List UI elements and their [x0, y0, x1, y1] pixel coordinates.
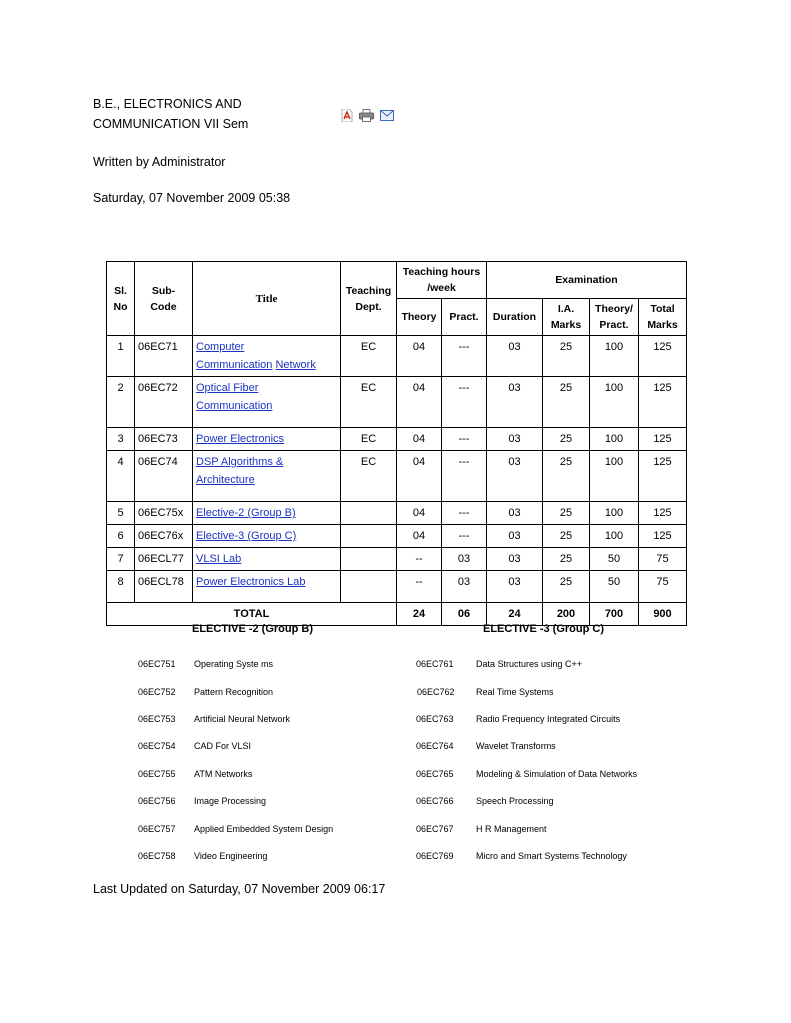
elective-code: 06EC769	[416, 851, 454, 861]
header-code-line1: Sub-	[151, 284, 176, 297]
table-row	[107, 571, 687, 603]
cell-title	[193, 502, 341, 525]
elective-group-b-heading: ELECTIVE -2 (Group B)	[192, 623, 313, 635]
header-total-line2: Marks	[647, 319, 678, 331]
cell-code: 06EC76x	[135, 525, 193, 548]
header-sl-line2: No	[113, 300, 128, 313]
cell-dept	[341, 571, 397, 603]
print-icon[interactable]	[359, 109, 374, 122]
title-line-2: COMMUNICATION VII Sem	[93, 117, 249, 131]
cell-tp: 50	[590, 571, 639, 603]
cell-title	[193, 377, 341, 428]
email-icon[interactable]	[380, 110, 394, 121]
author-line: Written by Administrator	[93, 155, 226, 169]
elective-name: CAD For VLSI	[194, 741, 252, 751]
cell-theory: 04	[397, 428, 442, 451]
elective-name: ATM Networks	[194, 769, 253, 779]
cell-total: 125	[639, 428, 687, 451]
table-row	[107, 548, 687, 571]
header-title: Title	[193, 262, 341, 336]
subject-link-power-electronics[interactable]: Power Electronics	[196, 433, 285, 445]
cell-total: 125	[639, 336, 687, 377]
cell-sl: 3	[107, 428, 135, 451]
cell-pract: ---	[442, 502, 487, 525]
cell-total: 125	[639, 502, 687, 525]
elective-name: H R Management	[476, 824, 547, 834]
cell-total: 125	[639, 451, 687, 502]
cell-ia: 25	[543, 548, 590, 571]
cell-theory: 04	[397, 502, 442, 525]
header-theory: Theory	[397, 299, 442, 336]
elective-name: Applied Embedded System Design	[194, 824, 334, 834]
subject-link-elective-2[interactable]: Elective-2 (Group B)	[196, 507, 296, 519]
elective-name: Speech Processing	[476, 796, 554, 806]
cell-pract: ---	[442, 336, 487, 377]
elective-code: 06EC765	[416, 769, 454, 779]
elective-code: 06EC751	[138, 659, 176, 669]
elective-code: 06EC758	[138, 851, 176, 861]
pdf-icon[interactable]	[341, 109, 353, 122]
elective-name: Image Processing	[194, 796, 267, 806]
cell-sl: 5	[107, 502, 135, 525]
cell-dept: EC	[341, 428, 397, 451]
cell-tp: 50	[590, 548, 639, 571]
cell-code: 06EC73	[135, 428, 193, 451]
total-pract: 06	[442, 603, 487, 626]
cell-title	[193, 451, 341, 502]
cell-tp: 100	[590, 525, 639, 548]
header-tp-line2: Pract.	[599, 319, 629, 331]
header-dept-line2: Dept.	[355, 300, 382, 313]
subject-link-vlsi-lab[interactable]: VLSI Lab	[196, 553, 242, 565]
total-marks: 900	[639, 603, 687, 626]
cell-duration: 03	[487, 525, 543, 548]
elective-name: Data Structures using C++	[476, 659, 583, 669]
cell-dept: EC	[341, 336, 397, 377]
cell-sl: 6	[107, 525, 135, 548]
cell-ia: 25	[543, 571, 590, 603]
table-row	[107, 451, 687, 502]
cell-code: 06ECL77	[135, 548, 193, 571]
header-dept-line1: Teaching	[345, 284, 392, 297]
elective-code: 06EC762	[417, 687, 455, 697]
cell-ia: 25	[543, 336, 590, 377]
cell-total: 75	[639, 548, 687, 571]
page-title	[93, 94, 248, 134]
subject-link-optical-communication[interactable]: Communication	[196, 400, 273, 412]
table-row	[107, 428, 687, 451]
cell-total: 125	[639, 377, 687, 428]
header-tp-line1: Theory/	[595, 303, 633, 315]
elective-name: Real Time Systems	[476, 687, 554, 697]
cell-dept	[341, 502, 397, 525]
total-theory: 24	[397, 603, 442, 626]
cell-theory: 04	[397, 377, 442, 428]
cell-title	[193, 548, 341, 571]
cell-pract: ---	[442, 377, 487, 428]
header-total-line1: Total	[650, 303, 675, 315]
total-label: TOTAL	[107, 603, 397, 626]
cell-tp: 100	[590, 336, 639, 377]
header-hours	[397, 262, 487, 299]
elective-name: Wavelet Transforms	[476, 741, 556, 751]
elective-name: Modeling & Simulation of Data Networks	[476, 769, 638, 779]
cell-theory: 04	[397, 525, 442, 548]
elective-code: 06EC757	[138, 824, 176, 834]
cell-title	[193, 525, 341, 548]
cell-dept: EC	[341, 377, 397, 428]
last-updated: Last Updated on Saturday, 07 November 2009 06:17	[93, 882, 386, 896]
cell-theory: --	[397, 571, 442, 603]
cell-ia: 25	[543, 525, 590, 548]
elective-code: 06EC755	[138, 769, 176, 779]
header-ia	[543, 299, 590, 336]
subject-link-power-electronics-lab[interactable]: Power Electronics Lab	[196, 576, 306, 588]
subject-link-computer[interactable]: Computer	[196, 341, 245, 353]
table-row	[107, 377, 687, 428]
cell-duration: 03	[487, 336, 543, 377]
cell-dept	[341, 525, 397, 548]
elective-code: 06EC766	[416, 796, 454, 806]
header-theory-pract	[590, 299, 639, 336]
cell-code: 06EC74	[135, 451, 193, 502]
cell-code: 06ECL78	[135, 571, 193, 603]
cell-tp: 100	[590, 451, 639, 502]
elective-name: Pattern Recognition	[194, 687, 274, 697]
header-dept	[341, 262, 397, 336]
cell-theory: 04	[397, 336, 442, 377]
cell-sl: 7	[107, 548, 135, 571]
cell-dept	[341, 548, 397, 571]
cell-code: 06EC75x	[135, 502, 193, 525]
cell-duration: 03	[487, 571, 543, 603]
elective-code: 06EC767	[416, 824, 454, 834]
cell-sl: 4	[107, 451, 135, 502]
header-code	[135, 262, 193, 336]
cell-theory: --	[397, 548, 442, 571]
elective-name: Video Engineering	[194, 851, 268, 861]
cell-title	[193, 571, 341, 603]
cell-pract: ---	[442, 525, 487, 548]
table-row	[107, 336, 687, 377]
subject-link-elective-3[interactable]: Elective-3 (Group C)	[196, 530, 297, 542]
header-hours-line1: Teaching hours	[402, 266, 481, 278]
cell-pract: ---	[442, 428, 487, 451]
subject-link-optical-fiber[interactable]: Optical Fiber	[196, 382, 259, 394]
total-ia: 200	[543, 603, 590, 626]
cell-duration: 03	[487, 377, 543, 428]
elective-code: 06EC753	[138, 714, 176, 724]
cell-sl: 1	[107, 336, 135, 377]
cell-pract: 03	[442, 548, 487, 571]
scheme-table	[106, 261, 687, 626]
elective-name: Operating Syste ms	[194, 659, 274, 669]
cell-title	[193, 336, 341, 377]
title-line-1: B.E., ELECTRONICS AND	[93, 97, 242, 111]
cell-ia: 25	[543, 451, 590, 502]
header-sl	[107, 262, 135, 336]
header-pract: Pract.	[442, 299, 487, 336]
cell-duration: 03	[487, 451, 543, 502]
cell-duration: 03	[487, 428, 543, 451]
elective-name: Radio Frequency Integrated Circuits	[476, 714, 621, 724]
elective-code: 06EC756	[138, 796, 176, 806]
header-examination: Examination	[487, 262, 687, 299]
cell-theory: 04	[397, 451, 442, 502]
elective-name: Micro and Smart Systems Technology	[476, 851, 627, 861]
cell-sl: 2	[107, 377, 135, 428]
header-code-line2: Code	[150, 300, 177, 313]
cell-ia: 25	[543, 377, 590, 428]
total-tp: 700	[590, 603, 639, 626]
publish-date: Saturday, 07 November 2009 05:38	[93, 191, 291, 205]
total-duration: 24	[487, 603, 543, 626]
cell-pract: 03	[442, 571, 487, 603]
cell-duration: 03	[487, 548, 543, 571]
elective-code: 06EC754	[138, 741, 176, 751]
cell-tp: 100	[590, 428, 639, 451]
elective-code: 06EC763	[416, 714, 454, 724]
cell-duration: 03	[487, 502, 543, 525]
elective-code: 06EC752	[138, 687, 176, 697]
elective-group-c-heading: ELECTIVE -3 (Group C)	[483, 623, 604, 635]
cell-tp: 100	[590, 502, 639, 525]
cell-tp: 100	[590, 377, 639, 428]
elective-code: 06EC761	[416, 659, 454, 669]
header-total	[639, 299, 687, 336]
subject-link-network[interactable]: Network	[275, 359, 316, 371]
cell-code: 06EC72	[135, 377, 193, 428]
table-row	[107, 502, 687, 525]
cell-total: 125	[639, 525, 687, 548]
cell-ia: 25	[543, 428, 590, 451]
subject-link-architecture[interactable]: Architecture	[196, 474, 255, 486]
cell-total: 75	[639, 571, 687, 603]
cell-title	[193, 428, 341, 451]
table-row	[107, 525, 687, 548]
article-toolbar	[341, 109, 394, 122]
cell-dept: EC	[341, 451, 397, 502]
header-sl-line1: Sl.	[114, 284, 127, 297]
cell-code: 06EC71	[135, 336, 193, 377]
header-hours-line2: /week	[427, 282, 456, 294]
cell-ia: 25	[543, 502, 590, 525]
header-ia-line1: I.A.	[557, 303, 575, 315]
subject-link-communication[interactable]: Communication	[196, 359, 273, 371]
header-duration: Duration	[487, 299, 543, 336]
subject-link-dsp[interactable]: DSP Algorithms &	[196, 456, 284, 468]
cell-pract: ---	[442, 451, 487, 502]
cell-sl: 8	[107, 571, 135, 603]
elective-code: 06EC764	[416, 741, 454, 751]
elective-name: Artificial Neural Network	[194, 714, 291, 724]
header-ia-line2: Marks	[550, 319, 582, 331]
